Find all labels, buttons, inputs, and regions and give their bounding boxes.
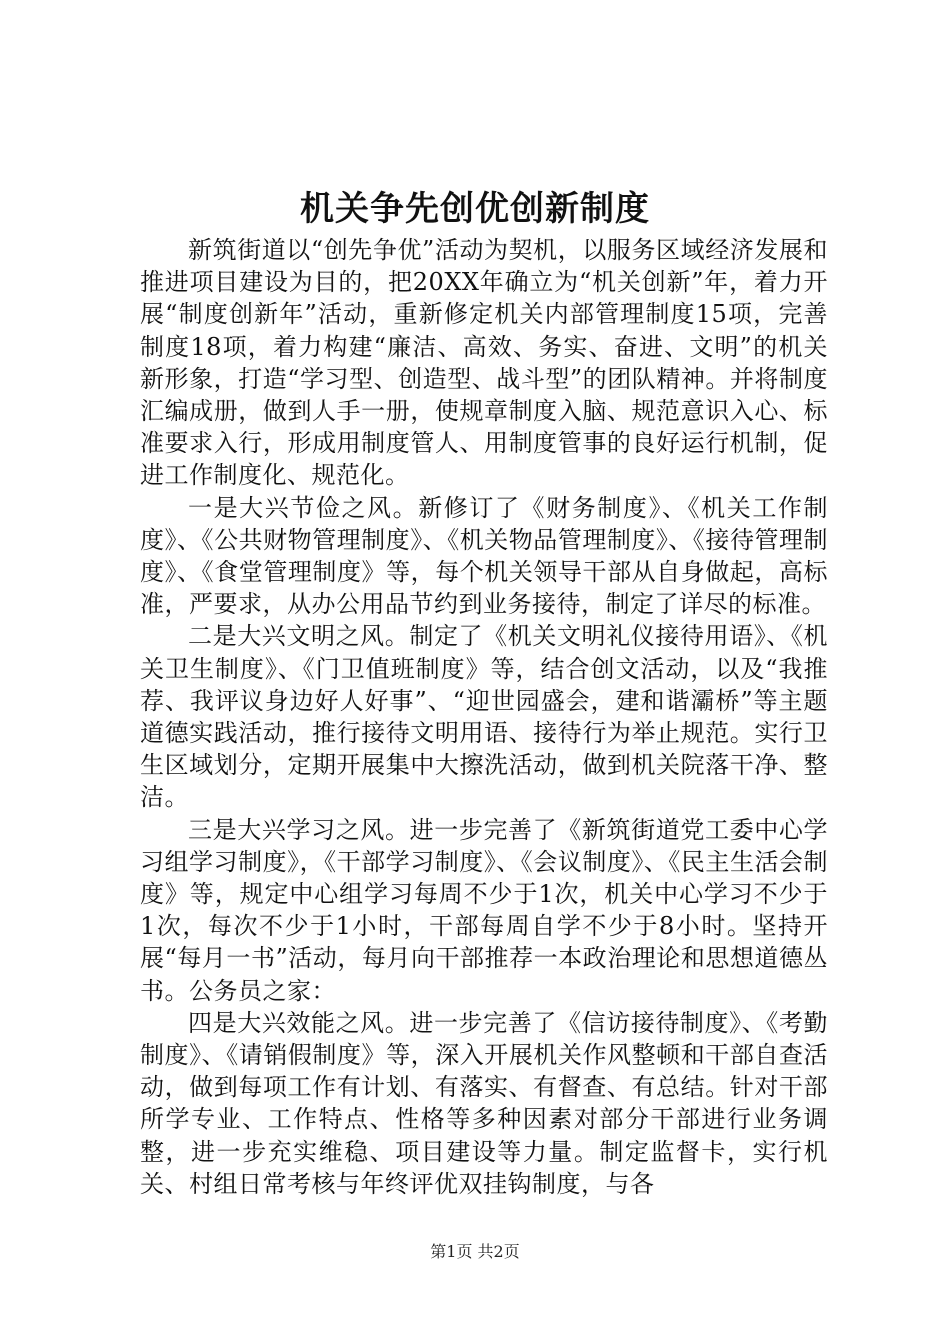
paragraph-civility: 二是大兴文明之风。制定了《机关文明礼仪接待用语》、《机关卫生制度》、《门卫值班制度》等，结合创文活动，以及“我推荐、我评议身边好人好事”、“迎世园盛会，建和谐灞桥”等主题道德实践活动，推行接待文明用语、接待行为举止规范。实行卫生区域划分，定期开展集中大擦洗活动，做到机关院落干净、整洁。 [140,622,828,812]
document-title: 机关争先创优创新制度 [300,189,650,229]
document-body [140,234,828,1200]
paragraph-efficiency: 四是大兴效能之风。进一步完善了《信访接待制度》、《考勤制度》、《请销假制度》等，深入开展机关作风整顿和干部自查活动，做到每项工作有计划、有落实、有督查、有总结。针对干部所学专业、工作特点、性格等多种因素对部分干部进行业务调整，进一步充实维稳、项目建设等力量。制定监督卡，实行机关、村组日常考核与年终评优双挂钩制度，与各 [140,1008,828,1198]
paragraph-learning: 三是大兴学习之风。进一步完善了《新筑街道党工委中心学习组学习制度》，《干部学习制度》、《会议制度》、《民主生活会制度》等，规定中心组学习每周不少于1次，机关中心学习不少于1次，每次不少于1小时，干部每周自学不少于8小时。坚持开展“每月一书”活动，每月向干部推荐一本政治理论和思想道德丛书。公务员之家： [140,815,828,1005]
paragraph-frugality: 一是大兴节俭之风。新修订了《财务制度》、《机关工作制度》、《公共财物管理制度》、《机关物品管理制度》、《接待管理制度》、《食堂管理制度》等，每个机关领导干部从自身做起，高标准，严要求，从办公用品节约到业务接待，制定了详尽的标准。 [140,493,828,619]
paragraph-intro: 新筑街道以“创先争优”活动为契机，以服务区域经济发展和推进项目建设为目的，把20XX年确立为“机关创新”年，着力开展“制度创新年”活动，重新修定机关内部管理制度15项，完善制度18项，着力构建“廉洁、高效、务实、奋进、文明”的机关新形象，打造“学习型、创造型、战斗型”的团队精神。并将制度汇编成册，做到人手一册，使规章制度入脑、规范意识入心、标准要求入行，形成用制度管人、用制度管事的良好运行机制，促进工作制度化、规范化。 [140,236,828,490]
page-number-footer: 第1页 共2页 [430,1242,520,1261]
